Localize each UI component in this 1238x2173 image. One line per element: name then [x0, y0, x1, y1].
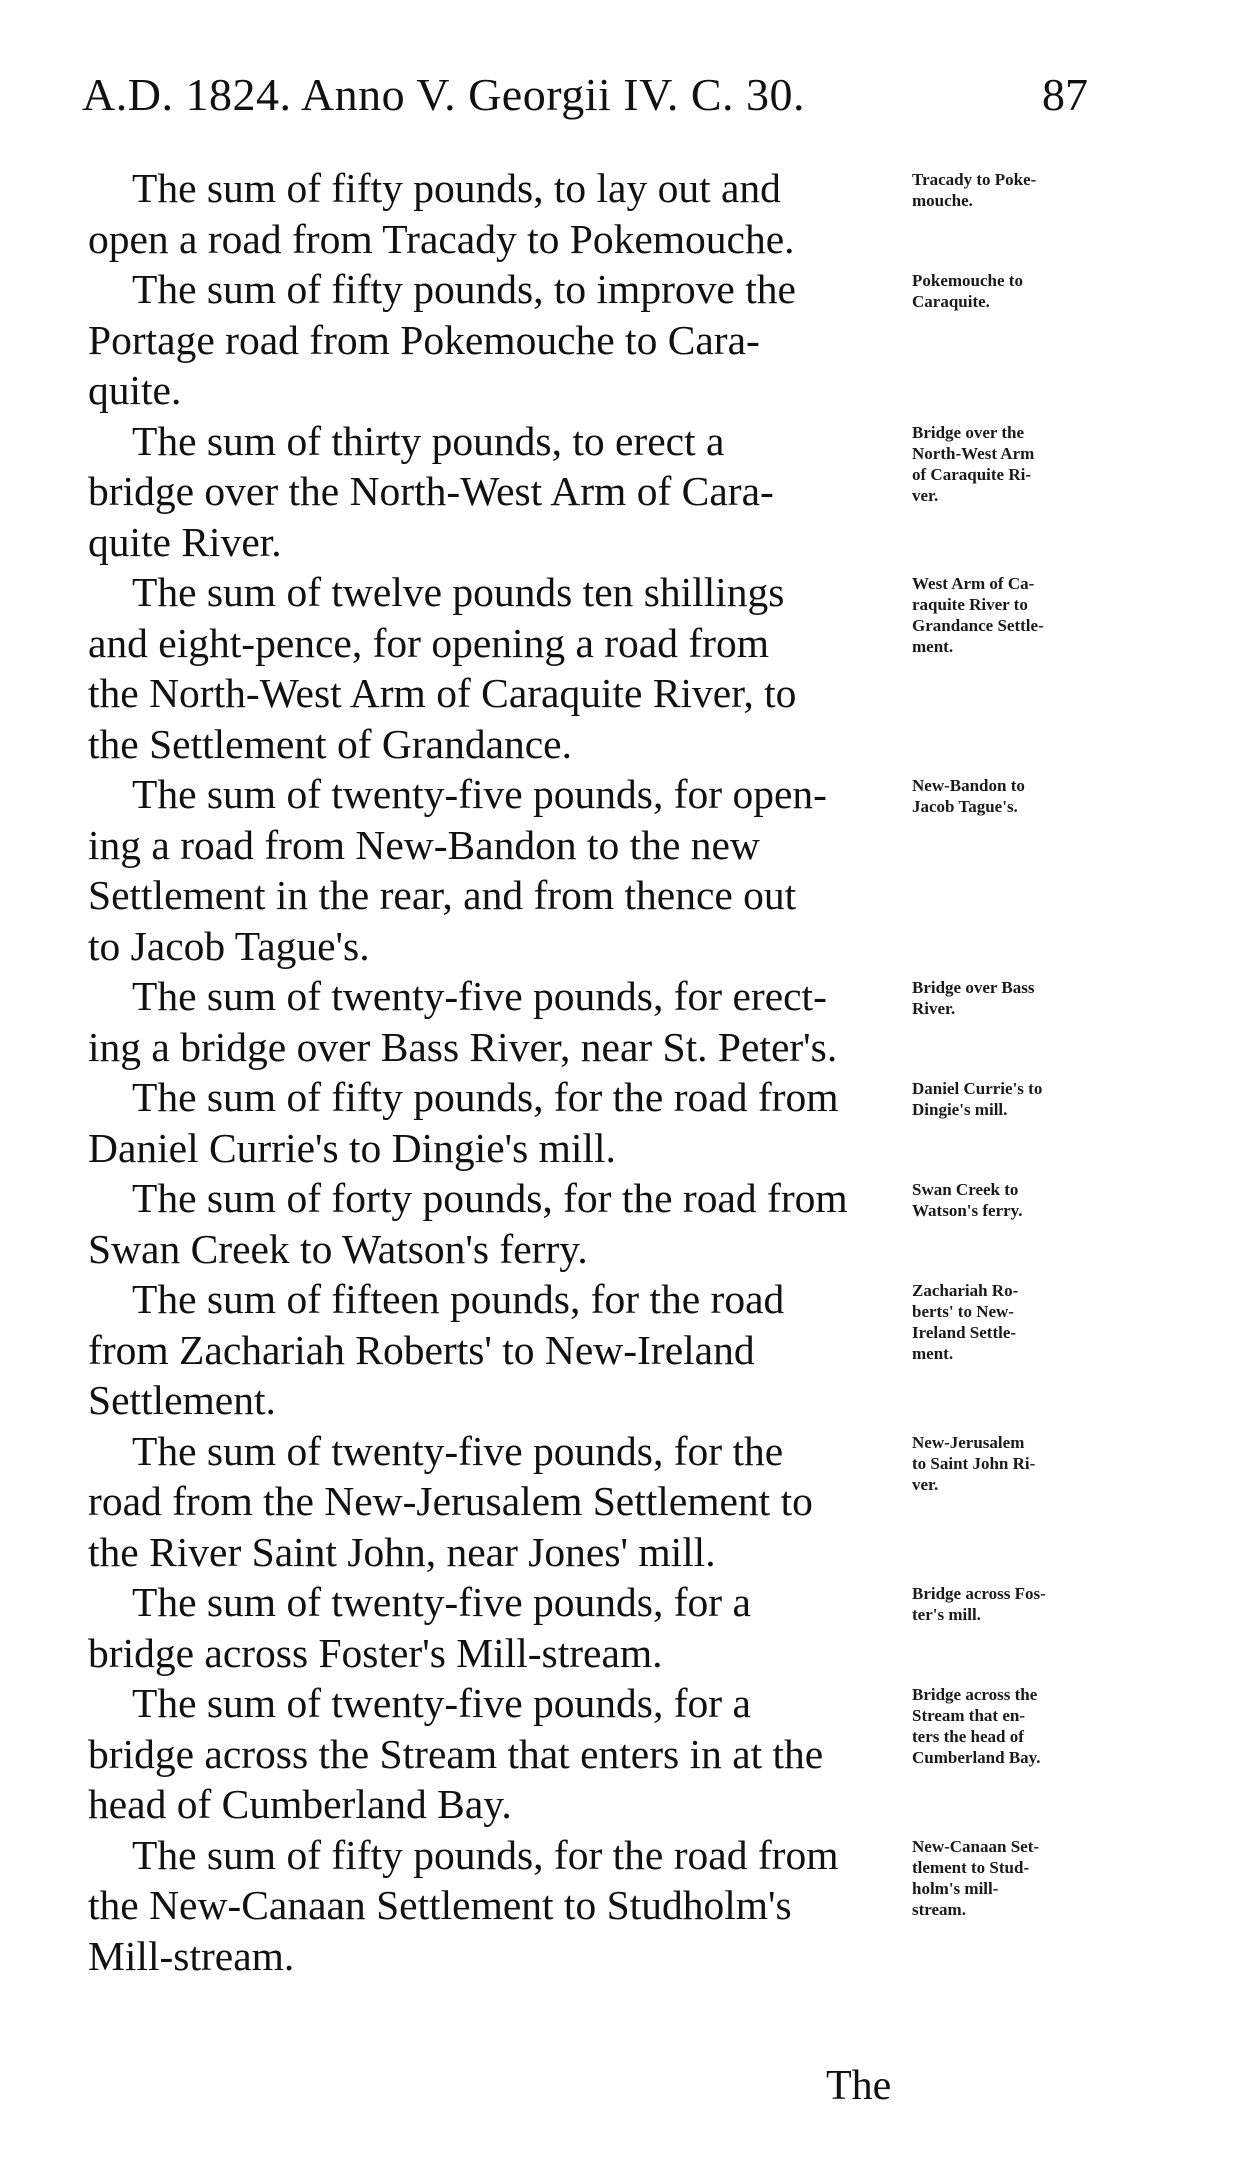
entry-text [88, 1072, 898, 1173]
entry-line: the Settlement of Grandance. [88, 720, 572, 767]
entry-line: ing a bridge over Bass River, near St. Peter's. [88, 1023, 838, 1070]
entry-line: The sum of fifteen pounds, for the road [132, 1276, 785, 1322]
entry-text [88, 567, 898, 769]
entry-line: The sum of twenty-five pounds, for open- [132, 771, 827, 817]
entry-text [88, 1830, 898, 1982]
marginal-note [912, 422, 1092, 506]
marginal-note-line: to Saint John Ri- [912, 1453, 1036, 1473]
marginal-note-line: New-Canaan Set- [912, 1836, 1040, 1856]
entry-line: quite. [88, 367, 182, 413]
marginal-note [912, 1684, 1092, 1768]
entry-line: The sum of fifty pounds, for the road from [132, 1074, 839, 1120]
entry-line: The sum of twenty-five pounds, for the [132, 1427, 784, 1474]
entry-text [88, 1274, 898, 1426]
page-number: 87 [1042, 69, 1088, 120]
appropriation-entry [88, 1274, 1158, 1426]
marginal-note-line: Swan Creek to [912, 1180, 1019, 1199]
entry-line: open a road from Tracady to Pokemouche. [88, 215, 795, 262]
entry-line: The sum of twelve pounds ten shillings [132, 569, 785, 615]
entry-line: bridge across the Stream that enters in at the [88, 1730, 824, 1777]
marginal-note [912, 169, 1092, 211]
appropriation-entry [88, 1072, 1158, 1173]
entry-text [88, 163, 898, 264]
entry-line: Daniel Currie's to Dingie's mill. [88, 1124, 616, 1171]
appropriation-entry [88, 1577, 1158, 1678]
appropriation-entry [88, 416, 1158, 568]
entry-line: The sum of fifty pounds, for the road from [132, 1831, 839, 1878]
marginal-note-line: Zachariah Ro- [912, 1281, 1019, 1300]
marginal-note-line: Grandance Settle- [912, 616, 1044, 635]
marginal-note-line: ter's mill. [912, 1605, 981, 1624]
marginal-note-line: Stream that en- [912, 1706, 1025, 1725]
marginal-note-line: Pokemouche to [912, 271, 1023, 290]
appropriations-list [88, 163, 1158, 1981]
catchword: The [826, 2063, 892, 2109]
entry-line: head of Cumberland Bay. [88, 1781, 512, 1827]
entry-text [88, 971, 898, 1072]
marginal-note-line: ment. [912, 1344, 954, 1363]
marginal-note [912, 1432, 1092, 1495]
entry-line: Mill-stream. [88, 1932, 295, 1979]
marginal-note [912, 573, 1092, 657]
marginal-note-line: ver. [912, 1474, 939, 1494]
marginal-note-line: Caraquite. [912, 292, 990, 311]
marginal-note-line: Bridge across Fos- [912, 1584, 1046, 1603]
entry-line: The sum of twenty-five pounds, for a [132, 1680, 751, 1726]
entry-text [88, 1173, 898, 1274]
entry-line: and eight-pence, for opening a road from [88, 619, 770, 666]
marginal-note-line: tlement to Stud- [912, 1857, 1030, 1877]
entry-line: The sum of fifty pounds, to lay out and [132, 165, 781, 211]
entry-line: The sum of thirty pounds, to erect a [132, 417, 725, 464]
entry-line: Swan Creek to Watson's ferry. [88, 1225, 588, 1272]
entry-line: The sum of forty pounds, for the road from [132, 1175, 848, 1221]
marginal-note-line: Dingie's mill. [912, 1100, 1008, 1119]
marginal-note-line: ver. [912, 485, 939, 505]
marginal-note-line: Ireland Settle- [912, 1323, 1017, 1342]
marginal-note-line: mouche. [912, 191, 973, 210]
entry-line: to Jacob Tague's. [88, 922, 370, 969]
marginal-note-line: West Arm of Ca- [912, 574, 1035, 593]
marginal-note-line: Tracady to Poke- [912, 170, 1037, 189]
entry-text [88, 769, 898, 971]
marginal-note-line: Watson's ferry. [912, 1201, 1023, 1220]
appropriation-entry [88, 769, 1158, 971]
marginal-note-line: New-Bandon to [912, 776, 1025, 795]
marginal-note-line: Bridge across the [912, 1685, 1038, 1704]
marginal-note [912, 775, 1092, 817]
running-title: A.D. 1824. Anno V. Georgii IV. C. 30. [82, 69, 806, 120]
appropriation-entry [88, 1426, 1158, 1578]
appropriation-entry [88, 1173, 1158, 1274]
marginal-note-line: raquite River to [912, 595, 1028, 614]
entry-text [88, 1426, 898, 1578]
entry-line: The sum of twenty-five pounds, for a [132, 1579, 751, 1625]
marginal-note-line: Bridge over Bass [912, 978, 1035, 997]
marginal-note [912, 1836, 1092, 1920]
marginal-note-line: stream. [912, 1899, 966, 1919]
marginal-note-line: Daniel Currie's to [912, 1079, 1043, 1098]
marginal-note [912, 1078, 1092, 1120]
page-header [82, 68, 1088, 128]
entry-text [88, 1577, 898, 1678]
entry-line: the River Saint John, near Jones' mill. [88, 1528, 716, 1575]
marginal-note-line: New-Jerusalem [912, 1432, 1025, 1452]
marginal-note [912, 1583, 1092, 1625]
marginal-note [912, 1179, 1092, 1221]
appropriation-entry [88, 1678, 1158, 1830]
marginal-note-line: Bridge over the [912, 422, 1025, 442]
appropriation-entry [88, 567, 1158, 769]
marginal-note-line: Cumberland Bay. [912, 1748, 1041, 1767]
entry-line: road from the New-Jerusalem Settlement to [88, 1478, 813, 1524]
entry-line: bridge over the North-West Arm of Cara- [88, 468, 774, 514]
entry-line: the New-Canaan Settlement to Studholm's [88, 1882, 792, 1928]
entry-text [88, 264, 898, 416]
marginal-note-line: ters the head of [912, 1727, 1024, 1746]
marginal-note-line: Jacob Tague's. [912, 797, 1018, 816]
appropriation-entry [88, 971, 1158, 1072]
appropriation-entry [88, 264, 1158, 416]
appropriation-entry [88, 1830, 1158, 1982]
entry-line: The sum of twenty-five pounds, for erect- [132, 973, 827, 1019]
appropriation-entry [88, 163, 1158, 264]
marginal-note-line: holm's mill- [912, 1878, 999, 1898]
marginal-note [912, 1280, 1092, 1364]
marginal-note-line: of Caraquite Ri- [912, 464, 1031, 484]
marginal-note [912, 270, 1092, 312]
marginal-note-line: River. [912, 999, 956, 1018]
entry-line: the North-West Arm of Caraquite River, to [88, 670, 797, 716]
entry-line: ing a road from New-Bandon to the new [88, 821, 760, 868]
entry-text [88, 416, 898, 568]
marginal-note-line: berts' to New- [912, 1302, 1014, 1321]
entry-line: bridge across Foster's Mill-stream. [88, 1629, 663, 1676]
entry-line: from Zachariah Roberts' to New-Ireland [88, 1326, 755, 1373]
entry-line: quite River. [88, 518, 282, 565]
entry-text [88, 1678, 898, 1830]
entry-line: The sum of fifty pounds, to improve the [132, 266, 796, 312]
marginal-note [912, 977, 1092, 1019]
entry-line: Portage road from Pokemouche to Cara- [88, 316, 760, 363]
entry-line: Settlement. [88, 1377, 276, 1423]
marginal-note-line: North-West Arm [912, 443, 1035, 463]
entry-line: Settlement in the rear, and from thence out [88, 872, 797, 918]
marginal-note-line: ment. [912, 637, 954, 656]
